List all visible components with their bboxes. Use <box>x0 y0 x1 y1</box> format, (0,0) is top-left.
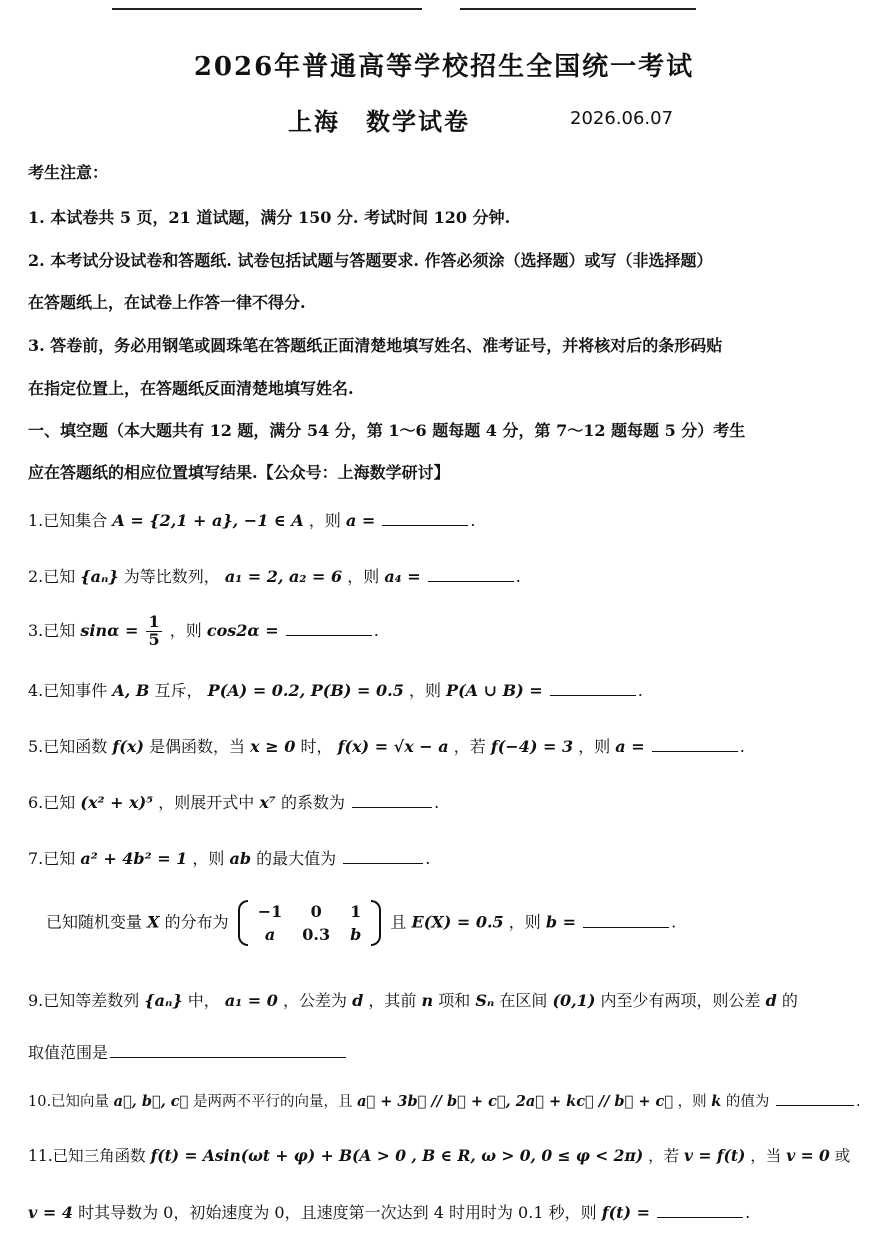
q7-math-eq: a² + 4b² = 1 <box>80 849 188 868</box>
q10-math-k: k <box>711 1093 722 1110</box>
answer-blank-9[interactable] <box>110 1043 346 1058</box>
q1-text-a: 1.已知集合 <box>28 511 108 530</box>
question-11-line2 <box>28 1200 868 1223</box>
q10-text-e: ，则 <box>677 1094 707 1110</box>
q11-text-e: ，当 <box>750 1147 782 1165</box>
question-4 <box>28 678 868 701</box>
question-10 <box>28 1090 868 1111</box>
answer-blank-5[interactable] <box>652 737 738 752</box>
q9-math-interval: (0,1) <box>552 991 596 1010</box>
q3-text-c: ，则 <box>169 620 202 640</box>
q11-math-answer: f(t) = <box>601 1203 651 1222</box>
q8-text-d: 且 <box>390 912 407 932</box>
q6-period: . <box>434 793 440 812</box>
q9-math-d: d <box>352 991 364 1010</box>
q2-math-seq: {aₙ} <box>80 567 119 586</box>
q5-text-c: 是偶函数，当 <box>149 737 246 756</box>
q3-math-answer: cos2α = <box>206 620 279 640</box>
q11-text-c: ，若 <box>648 1147 680 1165</box>
q9-text-g: ，其前 <box>368 991 417 1010</box>
notice-heading: 考生注意： <box>28 163 109 182</box>
q5-math-answer: a = <box>615 737 645 756</box>
notice-3b: 在指定位置上，在答题纸反面清楚地填写姓名. <box>28 379 354 398</box>
q8-math-expect: E(X) = 0.5 <box>411 912 504 932</box>
matrix-cell: b <box>350 925 362 944</box>
q4-period: . <box>637 681 643 700</box>
q5-text-a: 5.已知函数 <box>28 737 108 756</box>
q5-text-e: 时， <box>300 737 333 756</box>
page-title: 2026年普通高等学校招生全国统一考试 <box>193 52 695 82</box>
q11-math-v: v = f(t) <box>684 1146 746 1165</box>
question-3 <box>28 614 868 649</box>
top-rule-left <box>112 8 422 10</box>
q9-text-k: 在区间 <box>499 991 548 1010</box>
q10-text-g: 的值为 <box>725 1094 770 1110</box>
q8-math-x: X <box>147 912 160 932</box>
top-rule-right <box>460 8 696 10</box>
q5-math-cond: x ≥ 0 <box>250 737 296 756</box>
q4-math-events: A, B <box>112 681 150 700</box>
q11-math-def: f(t) = Asin(ωt + φ) + B(A > 0 , B ∈ R, ω > 0, 0 ≤ φ < 2π) <box>150 1146 644 1165</box>
q2-math-answer: a₄ = <box>384 567 421 586</box>
question-1 <box>28 508 868 531</box>
q9-math-sn: Sₙ <box>475 991 495 1010</box>
question-2 <box>28 564 868 587</box>
q9-text-a: 9.已知等差数列 <box>28 991 140 1010</box>
q6-text-c: ，则展开式中 <box>158 793 255 812</box>
matrix-cell: 0 <box>310 902 322 921</box>
q9-math-d2: d <box>765 991 777 1010</box>
notice-2a: 2. 本考试分设试卷和答题纸. 试卷包括试题与答题要求. 作答必须涂（选择题）或写（非选择题） <box>28 251 713 270</box>
section1-line2: 应在答题纸的相应位置填写结果.【公众号：上海数学研讨】 <box>28 463 450 482</box>
q2-text-e: ，则 <box>347 567 380 586</box>
q9-text-e: ，公差为 <box>283 991 348 1010</box>
q8-math-answer: b = <box>545 912 577 932</box>
q3-denominator: 5 <box>148 629 160 649</box>
q3-period: . <box>373 620 379 640</box>
answer-blank-4[interactable] <box>550 681 636 696</box>
answer-blank-11[interactable] <box>657 1203 743 1218</box>
q1-math-set: A = {2,1 + a}, −1 ∈ A <box>112 511 304 530</box>
q2-text-c: 为等比数列， <box>123 567 220 586</box>
q7-text-c: ，则 <box>192 849 225 868</box>
q9-math-seq: {aₙ} <box>144 991 183 1010</box>
matrix-cell: a <box>264 925 276 944</box>
answer-blank-3[interactable] <box>286 621 372 636</box>
q10-text-a: 10.已知向量 <box>28 1094 110 1110</box>
q11-math-v4: v = 4 <box>28 1203 73 1222</box>
q6-text-a: 6.已知 <box>28 793 76 812</box>
q10-period: . <box>856 1094 861 1110</box>
q4-math-probs: P(A) = 0.2, P(B) = 0.5 <box>207 681 404 700</box>
q4-text-c: 互斥， <box>154 681 203 700</box>
q9-text-i: 项和 <box>438 991 471 1010</box>
q5-math-value: f(−4) = 3 <box>490 737 574 756</box>
q10-text-c: 是两两不平行的向量，且 <box>192 1094 353 1110</box>
answer-blank-7[interactable] <box>343 849 423 864</box>
q11-period: . <box>745 1203 751 1222</box>
q4-text-a: 4.已知事件 <box>28 681 108 700</box>
q7-period: . <box>425 849 431 868</box>
q11-text-a: 11.已知三角函数 <box>28 1147 146 1165</box>
notice-3a: 3. 答卷前，务必用钢笔或圆珠笔在答题纸正面清楚地填写姓名、准考证号，并将核对后的条形码贴 <box>28 336 723 355</box>
q10-math-vectors: a⃗, b⃗, c⃗ <box>113 1093 189 1110</box>
section1-line1: 一、填空题（本大题共有 12 题，满分 54 分，第 1～6 题每题 4 分，第 7～12 题每题 5 分）考生 <box>28 421 746 440</box>
q7-text-e: 的最大值为 <box>256 849 337 868</box>
q9-math-a1: a₁ = 0 <box>224 991 278 1010</box>
page-subtitle: 上海 数学试卷 <box>288 107 470 136</box>
matrix-cell: 1 <box>350 902 362 921</box>
q9-text-o: 的 <box>781 991 798 1010</box>
answer-blank-2[interactable] <box>428 567 514 582</box>
q11-math-v0: v = 0 <box>786 1146 830 1165</box>
q9-text-p: 取值范围是 <box>28 1043 109 1062</box>
q2-text-a: 2.已知 <box>28 567 76 586</box>
q7-math-ab: ab <box>229 849 252 868</box>
q8-text-a: 已知随机变量 <box>46 912 143 932</box>
question-11 <box>28 1144 868 1166</box>
q2-math-terms: a₁ = 2, a₂ = 6 <box>224 567 343 586</box>
q7-text-a: 7.已知 <box>28 849 76 868</box>
q1-period: . <box>470 511 476 530</box>
q1-text-c: ，则 <box>308 511 341 530</box>
answer-blank-8[interactable] <box>583 913 669 928</box>
exam-date: 2026.06.07 <box>570 108 674 129</box>
answer-blank-1[interactable] <box>382 511 468 526</box>
answer-blank-10[interactable] <box>776 1091 854 1106</box>
q2-period: . <box>515 567 521 586</box>
q9-text-c: 中， <box>187 991 220 1010</box>
q5-text-i: ，则 <box>578 737 611 756</box>
q5-math-f: f(x) <box>112 737 144 756</box>
q6-math-term: x⁷ <box>259 793 276 812</box>
q3-math-sin: sinα = <box>80 620 139 640</box>
q5-period: . <box>739 737 745 756</box>
q8-period: . <box>671 912 677 932</box>
question-8 <box>46 900 868 946</box>
q9-math-n: n <box>421 991 434 1010</box>
q4-math-answer: P(A ∪ B) = <box>446 681 543 700</box>
matrix-cell: 0.3 <box>302 925 331 944</box>
question-7 <box>28 846 868 869</box>
q11-text-i: 时其导数为 0，初始速度为 0，且速度第一次达到 4 时用时为 0.1 秒，则 <box>78 1203 597 1222</box>
q11-text-g: 或 <box>834 1147 851 1165</box>
question-6 <box>28 790 868 813</box>
q3-numerator: 1 <box>148 612 160 631</box>
q6-math-expr: (x² + x)⁵ <box>80 793 154 812</box>
notice-2b: 在答题纸上，在试卷上作答一律不得分. <box>28 293 306 312</box>
q3-text-a: 3.已知 <box>28 620 76 640</box>
answer-blank-6[interactable] <box>352 793 432 808</box>
q6-text-e: 的系数为 <box>281 793 346 812</box>
q4-text-e: ，则 <box>408 681 441 700</box>
q3-fraction <box>146 614 161 649</box>
question-5 <box>28 734 868 757</box>
question-9 <box>28 988 868 1011</box>
q8-text-f: ，则 <box>508 912 541 932</box>
q10-math-cond: a⃗ + 3b⃗ // b⃗ + c⃗, 2a⃗ + kc⃗ // b⃗ + c⃗ <box>357 1093 674 1110</box>
q9-text-m: 内至少有两项，则公差 <box>600 991 761 1010</box>
notice-1: 1. 本试卷共 5 页，21 道试题，满分 150 分. 考试时间 120 分钟. <box>28 208 511 227</box>
q1-math-answer: a = <box>345 511 376 530</box>
q8-text-c: 的分布为 <box>164 912 229 932</box>
matrix-cell: −1 <box>257 902 283 921</box>
q5-text-g: ，若 <box>453 737 486 756</box>
q8-distribution-matrix <box>238 900 382 946</box>
q5-math-def: f(x) = √x − a <box>337 737 449 756</box>
question-9-line2 <box>28 1040 868 1063</box>
